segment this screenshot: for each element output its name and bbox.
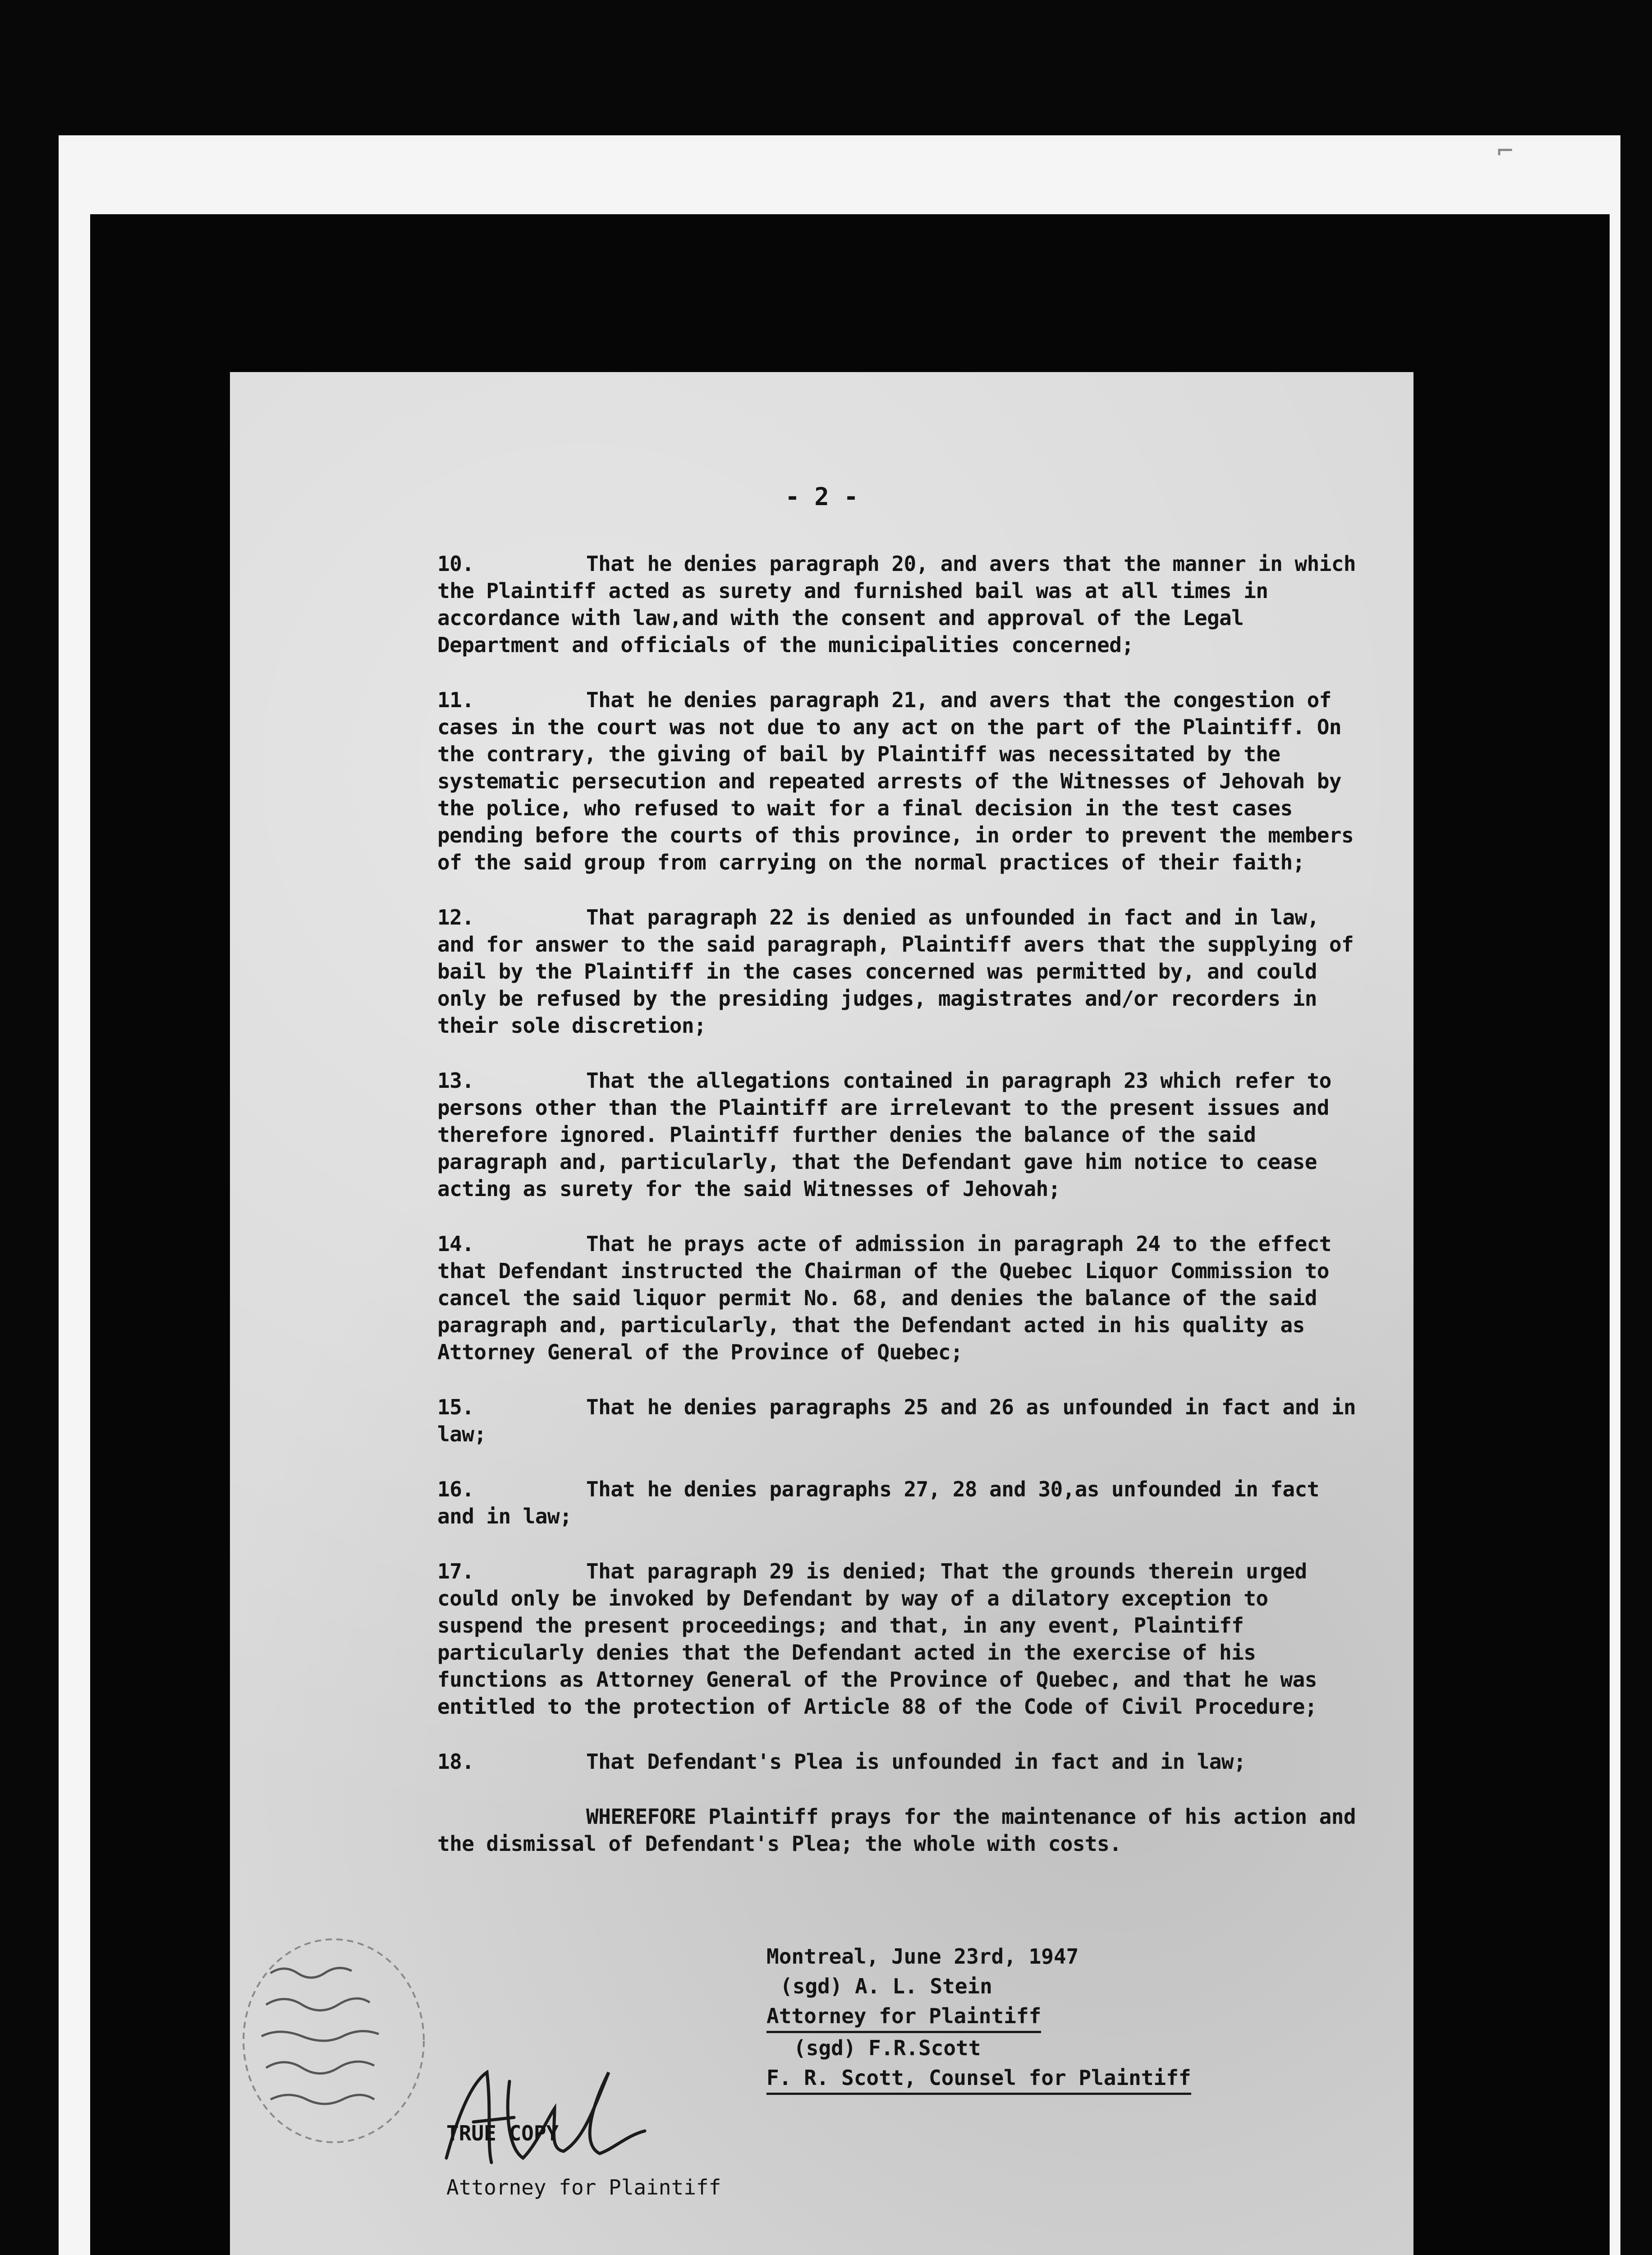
page-number: - 2 - bbox=[785, 483, 858, 511]
paragraph-14 bbox=[437, 1230, 1362, 1366]
paragraph-16 bbox=[437, 1476, 1362, 1530]
paragraph-text: That he denies paragraph 21, and avers that the congestion of cases in the court was not due to any act on the part of the Plaintiff. On the contrary, the giving of bail by Plaintiff was necessitated by the systematic persecution and repeated arrests of the Witnesses of Jehovah by the police, who refused to wait for a final decision in the test cases pending before the courts of this province, in order to prevent the members of the said group from carrying on the normal practices of their faith; bbox=[437, 688, 1354, 874]
paragraph-number: 10. bbox=[437, 552, 474, 576]
signature-block bbox=[766, 1942, 1308, 2095]
paragraph-number: 11. bbox=[437, 688, 474, 712]
paragraph-number: 15. bbox=[437, 1395, 474, 1419]
paragraph-text: That he denies paragraph 20, and avers that the manner in which the Plaintiff acted as surety and furnished bail was at all times in accordance with law,and with the consent and approval of the Legal Department and officials of the municipalities concerned; bbox=[437, 552, 1356, 657]
paragraph-number: 12. bbox=[437, 905, 474, 930]
paragraph-17 bbox=[437, 1558, 1362, 1720]
paragraph-10 bbox=[437, 550, 1362, 658]
signed-scott: (sgd) F.R.Scott bbox=[794, 2036, 981, 2060]
paragraph-text: That Defendant's Plea is unfounded in fact and in law; bbox=[586, 1749, 1246, 1774]
paragraph-text: That paragraph 22 is denied as unfounded in fact and in law, and for answer to the said paragraph, Plaintiff avers that the supplying of bail by the Plaintiff in the cases concerned was permitted by, and could only be refused by the presiding judges, magistrates and/or recorders in their sole discretion; bbox=[437, 905, 1354, 1038]
paragraph-18 bbox=[437, 1748, 1362, 1775]
paragraph-12 bbox=[437, 904, 1362, 1039]
paragraph-text: That he denies paragraphs 27, 28 and 30,as unfounded in fact and in law; bbox=[437, 1477, 1319, 1528]
attorney-for-plaintiff-line: Attorney for Plaintiff bbox=[766, 2001, 1041, 2033]
signature-date: Montreal, June 23rd, 1947 bbox=[766, 1944, 1079, 1969]
paragraph-15 bbox=[437, 1394, 1362, 1448]
signed-stein: (sgd) A. L. Stein bbox=[780, 1974, 992, 1998]
document-page bbox=[230, 372, 1413, 2255]
paragraph-number: 13. bbox=[437, 1068, 474, 1093]
paragraph-number: 18. bbox=[437, 1749, 474, 1774]
true-copy-block bbox=[446, 2117, 721, 2203]
paragraph-number: 16. bbox=[437, 1477, 474, 1501]
paragraph-13 bbox=[437, 1067, 1362, 1202]
true-copy-attorney: Attorney for Plaintiff bbox=[446, 2175, 721, 2200]
paragraph-text: That the allegations contained in paragraph 23 which refer to persons other than the Plaintiff are irrelevant to the present issues and therefore ignored. Plaintiff further denies the balance of the said paragraph and, particularly, that the Defendant gave him notice to cease acting as surety for the said Witnesses of Jehovah; bbox=[437, 1068, 1331, 1201]
wherefore-clause: WHEREFORE Plaintiff prays for the maintenance of his action and the dismissal of Defendant's Plea; the whole with costs. bbox=[437, 1804, 1356, 1856]
paragraph-text: That he denies paragraphs 25 and 26 as unfounded in fact and in law; bbox=[437, 1395, 1356, 1446]
paragraph-number: 14. bbox=[437, 1232, 474, 1256]
document-body bbox=[437, 550, 1362, 1885]
counsel-for-plaintiff-line: F. R. Scott, Counsel for Plaintiff bbox=[766, 2063, 1191, 2095]
paragraph-11 bbox=[437, 686, 1362, 876]
corner-mark: ⌐ bbox=[1497, 135, 1514, 167]
true-copy-label: TRUE COPY bbox=[446, 2121, 559, 2145]
paragraph-number: 17. bbox=[437, 1559, 474, 1583]
paragraph-text: That he prays acte of admission in paragraph 24 to the effect that Defendant instructed the Chairman of the Quebec Liquor Commission to cancel the said liquor permit No. 68, and denies the balance of the said paragraph and, particularly, that the Defendant acted in his quality as Attorney General of the Province of Quebec; bbox=[437, 1232, 1331, 1364]
paragraph-text: That paragraph 29 is denied; That the grounds therein urged could only be invoked by Defendant by way of a dilatory exception to suspend the present proceedings; and that, in any event, Plaintiff particularly denies that the Defendant acted in the exercise of his functions as Attorney General of the Province of Quebec, and that he was entitled to the protection of Article 88 of the Code of Civil Procedure; bbox=[437, 1559, 1317, 1719]
handwritten-margin-note bbox=[230, 1933, 428, 2149]
